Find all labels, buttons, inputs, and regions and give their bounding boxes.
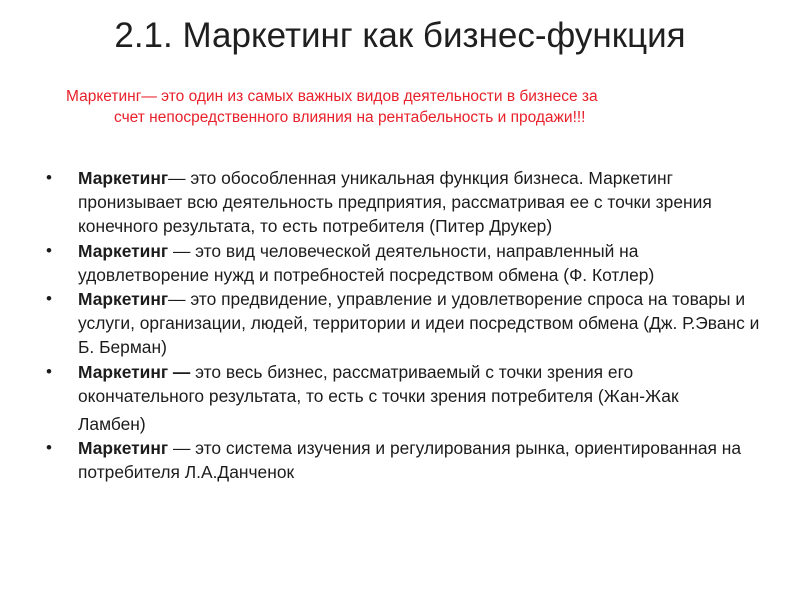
definition-item-1 bbox=[44, 166, 764, 239]
definition-item-5 bbox=[44, 436, 764, 484]
bullet-icon: • bbox=[46, 438, 52, 458]
definition-term: Маркетинг bbox=[78, 240, 169, 261]
bullet-icon: • bbox=[46, 240, 52, 260]
definition-text: — это вид человеческой деятельности, направленный на удовлетворение нужд и потребностей посредством обмена (Ф. Котлер) bbox=[78, 240, 655, 285]
slide-title: 2.1. Маркетинг как бизнес-функция bbox=[114, 16, 686, 55]
definition-term: Маркетинг — bbox=[78, 361, 191, 382]
definition-continuation: Ламбен) bbox=[78, 414, 146, 435]
definition-text: это весь бизнес, рассматриваемый с точки зрения его окончательного результата, то есть с точки зрения потребителя (Жан-Жак bbox=[78, 361, 679, 406]
definition-term: Маркетинг bbox=[78, 289, 169, 310]
definition-text: — это обособленная уникальная функция бизнеса. Маркетинг пронизывает всю деятельность предприятия, рассматривая ее с точки зрения конечного результата, то есть потребителя (Питер Друкер) bbox=[78, 168, 712, 237]
definition-item-2 bbox=[44, 239, 764, 287]
definition-text: — это предвидение, управление и удовлетворение спроса на товары и услуги, организации, людей, территории и идеи посредством обмена (Дж. Р.Эванс и Б. Берман) bbox=[78, 289, 760, 358]
bullet-icon: • bbox=[46, 168, 52, 187]
definition-term: Маркетинг bbox=[78, 168, 169, 188]
highlight-line-1: Маркетинг— это один из самых важных видов деятельности в бизнесе за bbox=[66, 88, 598, 105]
definition-item-4 bbox=[44, 360, 764, 408]
definition-term: Маркетинг bbox=[78, 438, 169, 459]
definition-item-3 bbox=[44, 287, 764, 360]
definition-text: — это система изучения и регулирования рынка, ориентированная на потребителя Л.А.Данченок bbox=[78, 438, 742, 483]
highlight-statement bbox=[66, 86, 766, 128]
definitions-list bbox=[44, 166, 764, 485]
bullet-icon: • bbox=[46, 289, 52, 309]
highlight-line-2: счет непосредственного влияния на рентабельность и продажи!!! bbox=[114, 109, 586, 126]
definition-item-4-continuation bbox=[44, 412, 764, 436]
bullet-icon: • bbox=[46, 361, 52, 381]
